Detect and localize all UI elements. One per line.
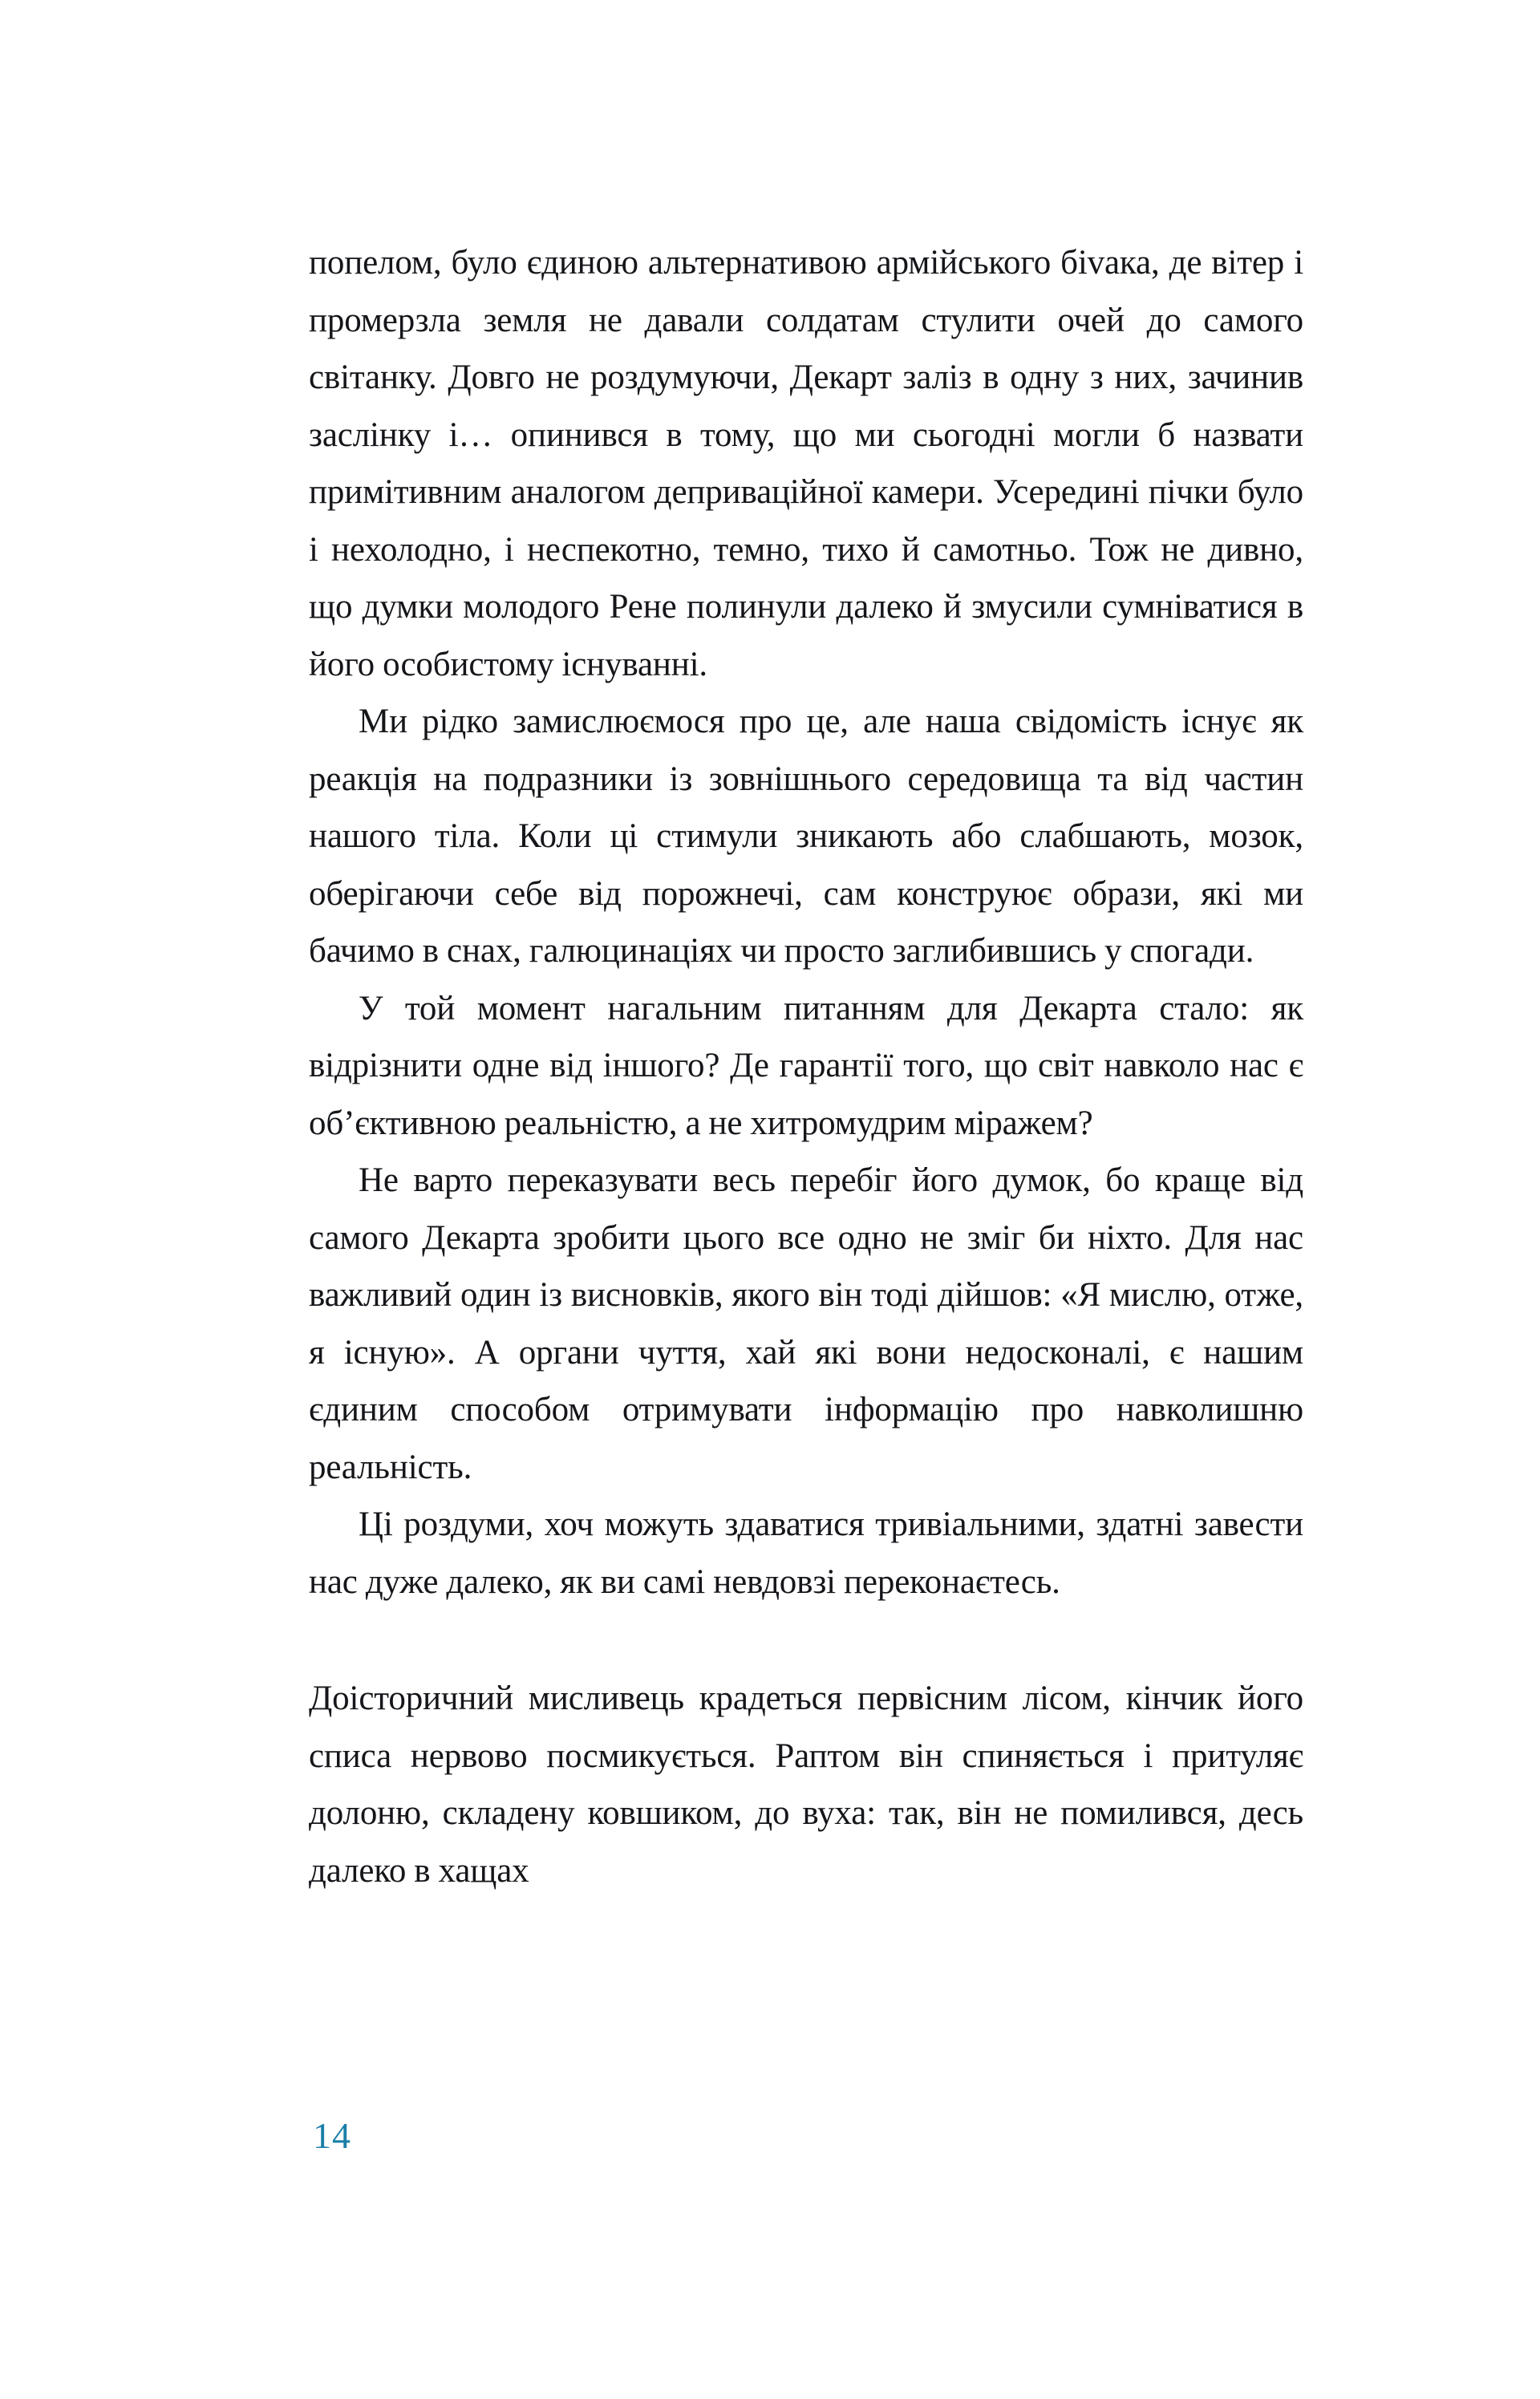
paragraph-1: попелом, було єдиною альтернативою армійського біvака, де вітер і промерзла земля не давали солдатам стулити очей до самого світанку. Довго не роздумуючи, Декарт заліз в одну з них, зачинив заслінку і… опинився в тому, що ми сьогодні могли б назвати примітивним аналогом деприваційної камери. Усередині пічки було і нехолодно, і неспекотно, темно, тихо й самотньо. Тож не дивно, що думки молодого Рене полинули далеко й змусили сумніватися в його особистому існуванні.: [309, 244, 1303, 683]
paragraph-4: Не варто переказувати весь перебіг його думок, бо краще від самого Декарта зробити цього все одно не зміг би ніхто. Для нас важливий один із висновків, якого він тоді дійшов: «Я мислю, отже, я існую». А органи чуття, хай які вони недосконалі, є нашим єдиним способом отримувати інформацію про навколишню реальність.: [309, 1161, 1303, 1486]
paragraph-6: Доісторичний мисливець крадеться первісним лісом, кінчик його списа нервово посмикується. Раптом він спиняється і притуляє долоню, складену ковшиком, до вуха: так, він не помилився, десь далеко в хащах: [309, 1680, 1303, 1890]
paragraph-2: Ми рідко замислюємося про це, але наша свідомість існує як реакція на подразники із зовнішнього середовища та від частин нашого тіла. Коли ці стимули зникають або слабшають, мозок, оберігаючи себе від порожнечі, сам конструює образи, які ми бачимо в снах, галюцинаціях чи просто заглибившись у спогади.: [309, 703, 1303, 970]
page-text-block: [309, 234, 1303, 1899]
section-break: [309, 1611, 1303, 1670]
page-number: 14: [313, 2115, 351, 2156]
paragraph-5: Ці роздуми, хоч можуть здаватися тривіальними, здатні завести нас дуже далеко, як ви самі невдовзі переконаєтесь.: [309, 1505, 1303, 1601]
paragraph-3: У той момент нагальним питанням для Декарта стало: як відрізнити одне від іншого? Де гарантії того, що світ навколо нас є об’єктивною реальністю, а не хитромудрим міражем?: [309, 989, 1303, 1142]
